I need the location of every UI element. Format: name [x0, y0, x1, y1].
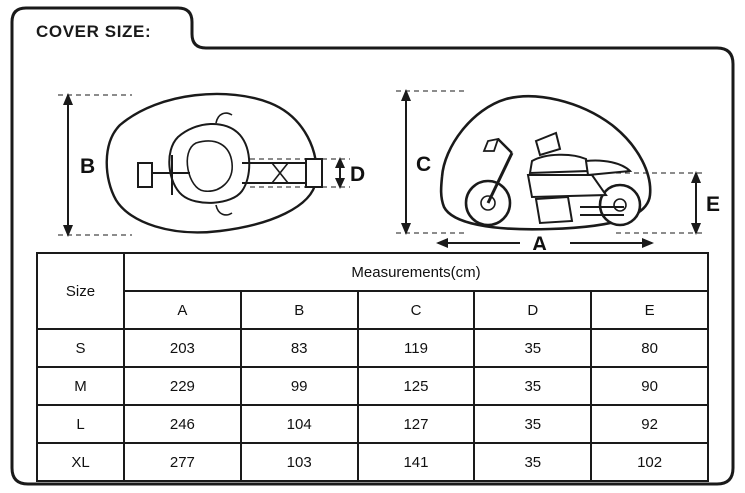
- cell-s-e: 80: [591, 329, 708, 367]
- cell-xl-e: 102: [591, 443, 708, 481]
- cell-l-a: 246: [124, 405, 241, 443]
- cell-xl-c: 141: [358, 443, 475, 481]
- cell-s-b: 83: [241, 329, 358, 367]
- table-row: [37, 329, 708, 367]
- header-col-b: B: [241, 291, 358, 329]
- cell-xl-a: 277: [124, 443, 241, 481]
- top-view-drawing: [58, 93, 365, 237]
- cell-s-d: 35: [474, 329, 591, 367]
- cell-l-c: 127: [358, 405, 475, 443]
- label-c: C: [416, 153, 432, 176]
- header-col-a: A: [124, 291, 241, 329]
- header-size: Size: [37, 253, 124, 329]
- label-e: E: [706, 193, 721, 216]
- row-size-xl: XL: [37, 443, 124, 481]
- cell-m-c: 125: [358, 367, 475, 405]
- header-measurements: Measurements(cm): [124, 253, 708, 291]
- row-size-l: L: [37, 405, 124, 443]
- table-row: [37, 443, 708, 481]
- side-view-drawing: [396, 89, 720, 250]
- page-title: COVER SIZE:: [36, 22, 152, 41]
- cell-s-a: 203: [124, 329, 241, 367]
- cell-m-d: 35: [474, 367, 591, 405]
- cell-s-c: 119: [358, 329, 475, 367]
- row-size-m: M: [37, 367, 124, 405]
- size-table: [36, 252, 709, 482]
- header-col-c: C: [358, 291, 475, 329]
- cell-m-a: 229: [124, 367, 241, 405]
- cell-l-d: 35: [474, 405, 591, 443]
- cell-l-b: 104: [241, 405, 358, 443]
- table-subheader-row: [37, 291, 708, 329]
- cell-xl-d: 35: [474, 443, 591, 481]
- table-header-row: [37, 253, 708, 291]
- cell-xl-b: 103: [241, 443, 358, 481]
- motorcycle-diagrams: [20, 55, 725, 250]
- table-row: [37, 367, 708, 405]
- header-col-d: D: [474, 291, 591, 329]
- header-col-e: E: [591, 291, 708, 329]
- label-a: A: [532, 233, 548, 250]
- cell-l-e: 92: [591, 405, 708, 443]
- label-b: B: [80, 155, 96, 178]
- row-size-s: S: [37, 329, 124, 367]
- size-table-container: [36, 252, 709, 482]
- label-d: D: [350, 163, 366, 186]
- cell-m-e: 90: [591, 367, 708, 405]
- table-row: [37, 405, 708, 443]
- cell-m-b: 99: [241, 367, 358, 405]
